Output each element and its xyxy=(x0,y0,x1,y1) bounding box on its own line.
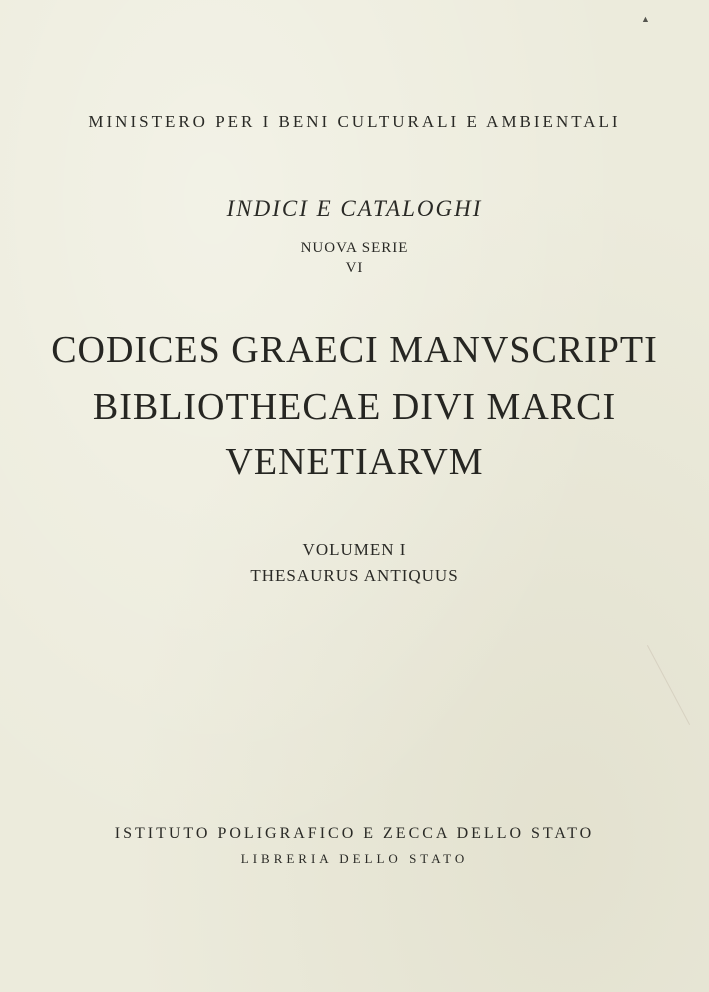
publisher-subline: LIBRERIA DELLO STATO xyxy=(240,851,469,866)
volume-label: VOLUMEN I xyxy=(302,540,407,559)
series-title: INDICI E CATALOGHI xyxy=(226,196,483,221)
series-subtitle: NUOVA SERIE xyxy=(300,240,409,256)
print-mark-icon: ▲ xyxy=(641,14,650,24)
title-line-3: VENETIARVM xyxy=(225,441,484,483)
publisher-name: ISTITUTO POLIGRAFICO E ZECCA DELLO STATO xyxy=(114,825,595,842)
title-line-2: BIBLIOTHECAE DIVI MARCI xyxy=(92,386,617,428)
title-line-1: CODICES GRAECI MANVSCRIPTI xyxy=(51,329,658,371)
paper-crease xyxy=(647,645,690,725)
series-number: VI xyxy=(345,260,364,276)
volume-subtitle: THESAURUS ANTIQUUS xyxy=(250,566,459,585)
ministry-heading: MINISTERO PER I BENI CULTURALI E AMBIENTALI xyxy=(88,112,621,131)
